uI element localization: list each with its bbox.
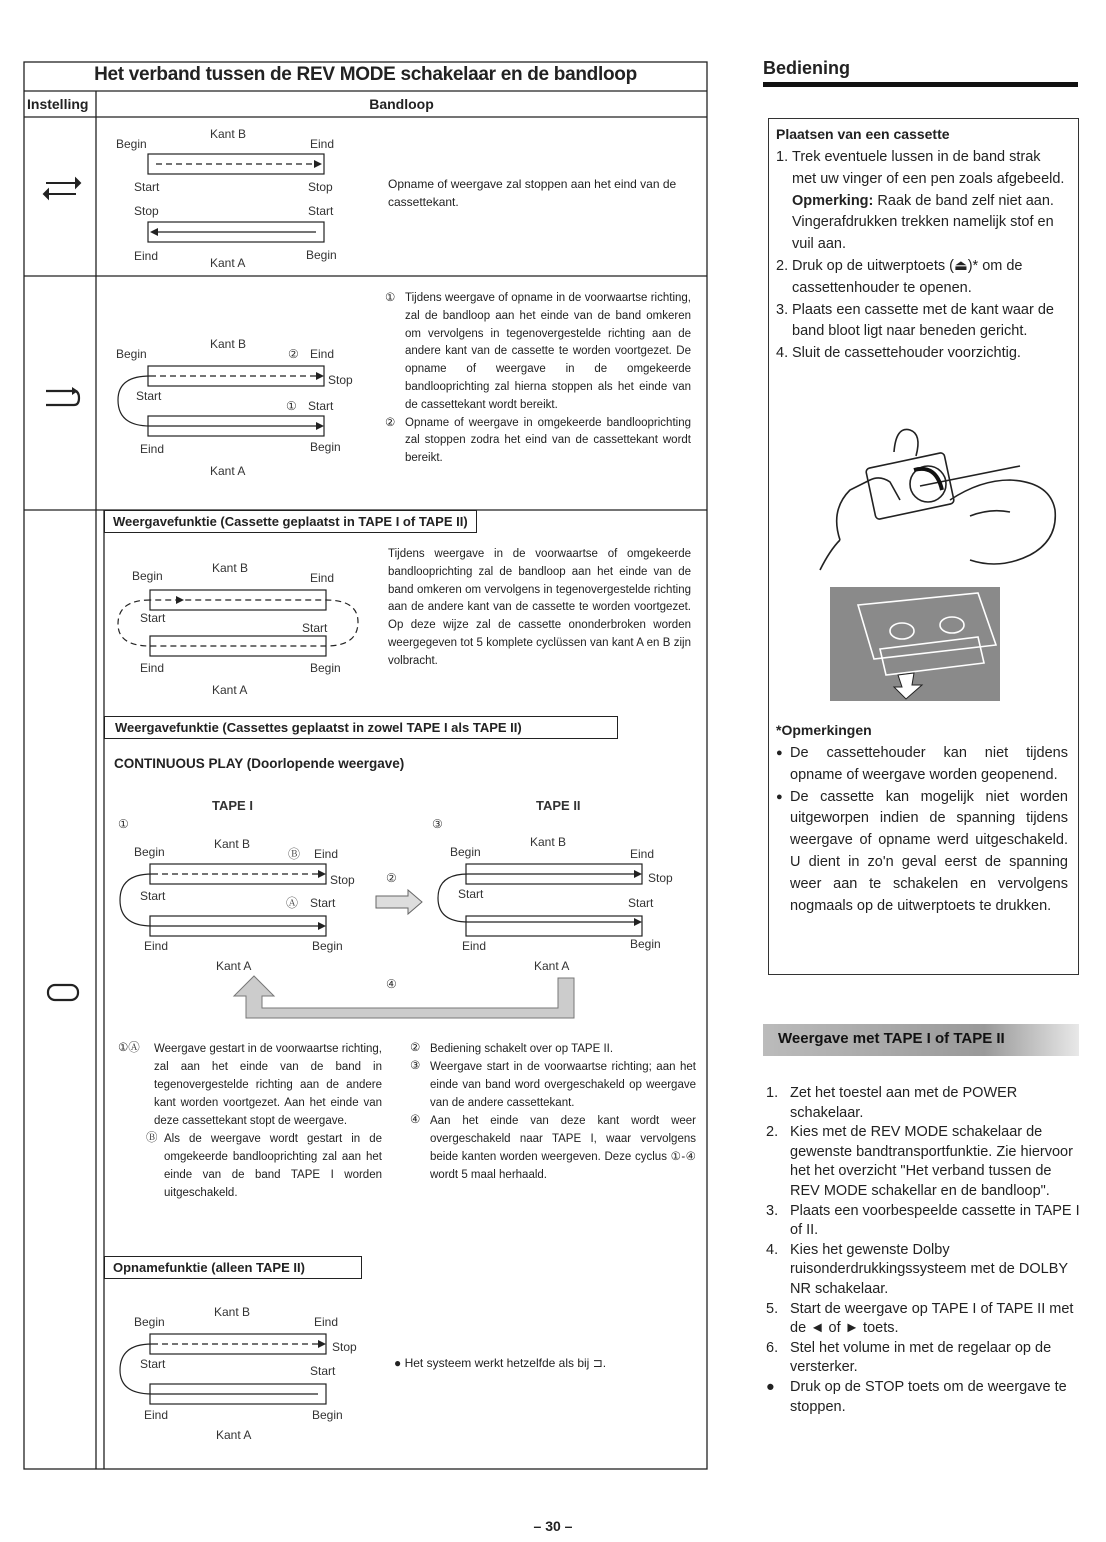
svg-text:Kant A: Kant A (216, 1428, 252, 1442)
insert-cassette-illustration (828, 585, 1008, 705)
svg-text:Kant B: Kant B (210, 337, 247, 351)
svg-text:Eind: Eind (140, 442, 165, 456)
svg-text:Begin: Begin (310, 661, 341, 675)
note-2: Bediening schakelt over op TAPE II. (430, 1043, 614, 1055)
label-kant-b: Kant B (210, 127, 247, 141)
note-item-2: ● De cassette kan mogelijk niet worden uitgeworpen indien de spanning tijdens weergave of opname werd uitgeschakeld. U dient in zo'n geval eerst de spanning weer aan te schakelen en vervolgens nogmaals op de uitwerptoets te drukken. (776, 787, 1068, 918)
recording-tape-diagram (110, 1296, 370, 1446)
svg-text:Eind: Eind (462, 939, 487, 953)
play-step-2: Kies met de REV MODE schakelaar de gewenste bandtransportfunktie. Zie hiervoor het het overzicht "Het verband tussen de REV MODE schakellar en de bandloop". (790, 1124, 1073, 1199)
svg-text:Stop: Stop (332, 1340, 357, 1354)
notes-list (776, 743, 1068, 917)
playback-steps: 1. Zet het toestel aan met de POWER schakelaar. 2. Kies met de REV MODE schakelaar de gewenste bandtransportfunktie. Zie hiervoor het het overzicht "Het verband tussen de REV MODE schakellar en de bandloop". 3. Plaats een voorbespeelde cassette in TAPE I of II. 4. Kies het gewenste Dolby ruisonderdrukkingssysteem met de DOLBY NR schakelaar. 5. Start de weergave op TAPE I of TAPE II met de ◄ of ► toets. 6. Stel het volume in met de regelaar op de versterker. ● Druk op de STOP toets om de weergave te stoppen. (766, 1084, 1082, 1417)
recording-description: ● Het systeem werkt hetzelfde als bij ⊐. (394, 1356, 607, 1370)
svg-text:Eind: Eind (134, 249, 159, 263)
table-title: Het verband tussen de REV MODE schakelaar en de bandloop (94, 64, 637, 85)
row2-note-1: Tijdens weergave of opname in de voorwaartse richting, zal de bandloop aan het einde van de band omkeren om vervolgens in tegenovergestelde richting aan de andere kant van de cassette te worden voortgezet. De opname of weergave in de omgekeerde bandlooprichting zal hierna stoppen als het einde van de cassettekant wordt bereikt. (405, 292, 691, 411)
play-step-6: Stel het volume in met de regelaar op de versterker. (790, 1339, 1052, 1376)
section-header-recording: Opnamefunktie (alleen TAPE II) (104, 1256, 362, 1279)
note-b: Als de weergave wordt gestart in de omgekeerde bandlooprichting zal aan het einde van de band TAPE I worden uitgeschakeld. (164, 1133, 382, 1199)
step-1: Trek eventuele lussen in de band strak met uw vinger of een pen zoals afgebeeld. (792, 149, 1065, 187)
svg-text:Eind: Eind (630, 847, 655, 861)
column-header-tape: Bandloop (369, 96, 434, 112)
column-header-setting: Instelling (27, 96, 89, 112)
note-4: Aan het einde van deze kant wordt weer overgeschakeld naar TAPE I, waar vervolgens beide kanten worden weergeven. Deze cyclus ①-④ wordt 5 maal herhaald. (430, 1115, 696, 1181)
row3-description: Tijdens weergave in de voorwaartse of omgekeerde bandlooprichting zal de bandloop aan het einde van de band omkeren om vervolgens in tegenovergestelde richting aan de andere kant van de cassette te worden voortgezet. Op deze wijze zal de cassette ononderbroken worden weergegeven tot 5 komplete cyclüssen van kant A en B zijn volbracht. (388, 548, 691, 667)
page-number: – 30 – (533, 1518, 573, 1534)
svg-text:Begin: Begin (132, 569, 163, 583)
svg-text:Kant B: Kant B (530, 835, 567, 849)
tighten-tape-illustration (810, 420, 1060, 580)
svg-text:Start: Start (458, 887, 484, 901)
notes-title: *Opmerkingen (776, 722, 872, 738)
svg-text:Ⓑ: Ⓑ (288, 847, 301, 861)
cassette-steps: 1. Trek eventuele lussen in de band strak met uw vinger of een pen zoals afgebeeld. Opmerking: Raak de band zelf niet aan. Vingerafdrukken trekken namelijk stof en vuil aan. 2. Druk op de uitwerptoets (⏏)* om de cassettenhouder te openen. 3. Plaats een cassette met de kant waar de band bloot ligt naar beneden gericht. 4. Sluit de cassettehouder voorzichtig. (776, 147, 1066, 365)
reverse-mode-icon (42, 386, 82, 410)
step-3: Plaats een cassette met de kant waar de band bloot ligt naar beneden gericht. (792, 301, 1054, 340)
reverse-tape-diagram (110, 330, 370, 482)
play-bullet: Druk op de STOP toets om de weergave te stoppen. (790, 1378, 1067, 1415)
continuous-play-heading: CONTINUOUS PLAY (Doorlopende weergave) (114, 756, 405, 771)
svg-text:Kant B: Kant B (214, 837, 251, 851)
svg-text:Start: Start (308, 399, 334, 413)
svg-text:Begin: Begin (630, 937, 661, 951)
section-banner-title: Weergave met TAPE I of TAPE II (778, 1030, 1005, 1047)
svg-text:Begin: Begin (312, 1408, 343, 1422)
svg-text:Start: Start (140, 1357, 166, 1371)
svg-text:②: ② (288, 347, 299, 361)
svg-text:Start: Start (628, 896, 654, 910)
continuous-mode-icon (45, 982, 83, 1004)
label-tape-2: TAPE II (536, 798, 581, 813)
play-step-3: Plaats een voorbespeelde cassette in TAPE I of II. (790, 1202, 1080, 1239)
svg-text:Eind: Eind (140, 661, 165, 675)
svg-text:Stop: Stop (328, 373, 353, 387)
svg-text:Eind: Eind (314, 1315, 339, 1329)
svg-text:Start: Start (140, 611, 166, 625)
svg-text:Start: Start (310, 1364, 336, 1378)
svg-text:Eind: Eind (314, 847, 339, 861)
svg-text:Start: Start (140, 889, 166, 903)
label-eind: Eind (310, 137, 335, 151)
svg-text:Kant A: Kant A (216, 959, 252, 973)
svg-text:Eind: Eind (144, 939, 169, 953)
note-text: Raak de band zelf niet aan. Vingerafdrukken trekken namelijk stof en vuil aan. (792, 192, 1054, 253)
svg-text:②: ② (386, 871, 397, 885)
svg-text:Stop: Stop (134, 204, 159, 218)
svg-text:Start: Start (134, 180, 160, 194)
note-3: Weergave start in de voorwaartse richting; aan het einde van band word overgeschakeld op weergave van de andere cassettekant. (430, 1061, 696, 1109)
step-4: Sluit de cassettehouder voorzichtig. (792, 345, 1021, 362)
continuous-notes-right: ② Bediening schakelt over op TAPE II. ③ Weergave start in de voorwaartse richting; aan het einde van band word overgeschakeld op weergave van de andere cassettekant. ④ Aan het einde van deze kant wordt weer overgeschakeld naar TAPE I, waar vervolgens beide kanten worden weergeven. Deze cyclus ①-④ wordt 5 maal herhaald. (410, 1040, 696, 1184)
svg-text:Start: Start (136, 389, 162, 403)
svg-text:④: ④ (386, 977, 397, 991)
svg-text:Kant A: Kant A (534, 959, 570, 973)
step-2: Druk op de uitwerptoets (⏏)* om de cassettenhouder te openen. (792, 257, 1023, 296)
one-way-mode-icon (42, 176, 82, 202)
svg-text:Begin: Begin (134, 1315, 165, 1329)
svg-text:①: ① (286, 399, 297, 413)
svg-text:Begin: Begin (134, 845, 165, 859)
cassette-box-title: Plaatsen van een cassette (776, 126, 950, 142)
svg-text:Begin: Begin (116, 347, 147, 361)
one-way-tape-diagram (110, 122, 370, 272)
note-item-1: ● De cassettehouder kan niet tijdens opname of weergave worden geopenend. (776, 743, 1068, 787)
svg-text:Stop: Stop (308, 180, 333, 194)
continuous-notes-left: ①Ⓐ Weergave gestart in de voorwaartse richting, zal aan het einde van de band in tegenovergestelde richting aan de andere kant worden voortgezet. Aan het einde van deze cassettekant stopt de weergave. Ⓑ Als de weergave wordt gestart in de omgekeerde bandlooprichting zal aan het einde van de band TAPE I worden uitgeschakeld. (118, 1040, 382, 1202)
continuous-play-diagram (110, 790, 706, 1030)
row2-notes: ① Tijdens weergave of opname in de voorwaartse richting, zal de bandloop aan het einde van de band omkeren om vervolgens in tegenovergestelde richting aan de andere kant van de cassette te worden voortgezet. De opname of weergave in de omgekeerde bandlooprichting zal hierna stoppen als het einde van de cassettekant wordt bereikt. ② Opname of weergave in omgekeerde bandlooprichting zal stoppen zodra het eind van de cassettekant wordt bereikt. (385, 290, 691, 468)
svg-text:Eind: Eind (310, 347, 335, 361)
section-header-playback-both: Weergavefunktie (Cassettes geplaatst in zowel TAPE I als TAPE II) (104, 716, 618, 739)
svg-text:Eind: Eind (144, 1408, 169, 1422)
svg-text:Ⓐ: Ⓐ (286, 896, 299, 910)
row1-description: Opname of weergave zal stoppen aan het eind van de cassettekant. (388, 177, 677, 209)
svg-text:Stop: Stop (330, 873, 355, 887)
note-label: Opmerking: (792, 192, 874, 209)
play-step-1: Zet het toestel aan met de POWER schakelaar. (790, 1085, 1018, 1121)
svg-text:Stop: Stop (648, 871, 673, 885)
play-step-5: Start de weergave op TAPE I of TAPE II met de ◄ of ► toets. (790, 1300, 1074, 1337)
svg-text:Kant A: Kant A (212, 683, 248, 697)
heading-rule (763, 82, 1078, 87)
section-header-playback-single: Weergavefunktie (Cassette geplaatst in TAPE I of TAPE II) (104, 510, 477, 533)
section-heading-bediening: Bediening (763, 58, 851, 78)
svg-text:③: ③ (432, 817, 443, 831)
row2-note-2: Opname of weergave in omgekeerde bandlooprichting zal stoppen zodra het eind van de cassettekant wordt bereikt. (405, 416, 691, 465)
svg-text:Begin: Begin (450, 845, 481, 859)
svg-text:Kant B: Kant B (214, 1305, 251, 1319)
note-a: Weergave gestart in de voorwaartse richting, zal aan het einde van de band in tegenovergestelde richting aan de andere kant worden voortgezet. Aan het einde van deze cassettekant stopt de weergave. (154, 1043, 382, 1127)
play-step-4: Kies het gewenste Dolby ruisonderdrukkingssysteem met de DOLBY NR schakelaar. (790, 1241, 1068, 1297)
svg-text:Start: Start (302, 621, 328, 635)
label-kant-a: Kant A (210, 256, 246, 270)
label-tape-1: TAPE I (212, 798, 253, 813)
svg-text:Begin: Begin (306, 248, 337, 262)
svg-text:①: ① (118, 817, 129, 831)
svg-text:Eind: Eind (310, 571, 335, 585)
svg-text:Kant A: Kant A (210, 464, 246, 478)
continuous-single-diagram (110, 552, 370, 702)
svg-text:Kant B: Kant B (212, 561, 249, 575)
svg-text:Start: Start (310, 896, 336, 910)
svg-text:Start: Start (308, 204, 334, 218)
svg-text:Begin: Begin (310, 440, 341, 454)
label-begin: Begin (116, 137, 147, 151)
svg-text:Begin: Begin (312, 939, 343, 953)
